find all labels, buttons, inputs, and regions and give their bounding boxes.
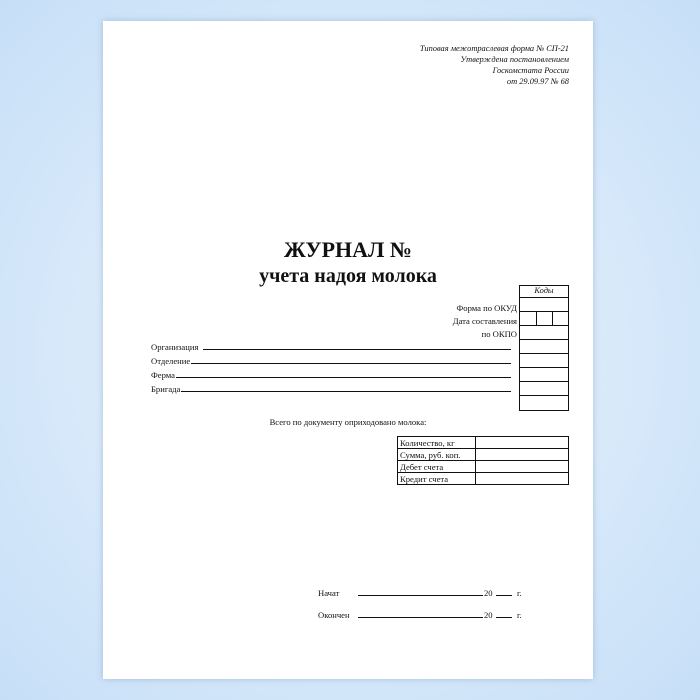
account-label: Количество, кг	[398, 437, 476, 449]
org-field-organization	[151, 341, 511, 352]
codes-divider	[520, 381, 568, 382]
date-cell-divider	[536, 311, 537, 325]
approval-line-1: Типовая межотраслевая форма № СП-21	[419, 44, 569, 53]
fill-line	[358, 617, 483, 618]
org-field-label: Ферма	[151, 370, 175, 380]
fill-line	[358, 595, 483, 596]
date-cell-divider	[552, 311, 553, 325]
codes-box	[519, 285, 569, 411]
codes-divider	[520, 297, 568, 298]
finished-label: Окончен	[318, 610, 350, 620]
codes-divider	[520, 395, 568, 396]
year-prefix: 20	[484, 588, 493, 598]
codes-header: Коды	[534, 286, 554, 295]
account-label: Дебет счета	[398, 461, 476, 473]
org-field-farm	[151, 369, 511, 380]
account-label: Сумма, руб. коп.	[398, 449, 476, 461]
codes-divider	[520, 367, 568, 368]
table-row	[398, 449, 569, 461]
table-row	[398, 437, 569, 449]
fill-line	[191, 355, 511, 364]
journal-title: ЖУРНАЛ №	[283, 237, 413, 262]
started-label: Начат	[318, 588, 340, 598]
fill-line	[181, 383, 511, 392]
account-value-cell	[476, 437, 569, 449]
fill-line	[176, 369, 511, 378]
org-field-label: Бригада	[151, 384, 181, 394]
approval-line-2: Утверждена постановлением	[460, 55, 569, 64]
codes-divider	[520, 325, 568, 326]
total-label: Всего по документу оприходовано молока:	[269, 417, 427, 427]
org-field-label: Организация	[151, 342, 199, 352]
org-field-department	[151, 355, 511, 366]
okpo-label: по ОКПО	[481, 329, 517, 339]
year-suffix: г.	[517, 588, 522, 598]
okud-label: Форма по ОКУД	[456, 303, 517, 313]
form-approval-block	[420, 43, 569, 87]
finished-line	[318, 608, 523, 620]
codes-divider	[520, 311, 568, 312]
account-value-cell	[476, 449, 569, 461]
fill-line	[496, 595, 512, 596]
started-line	[318, 586, 523, 598]
account-value-cell	[476, 461, 569, 473]
account-value-cell	[476, 473, 569, 485]
year-suffix: г.	[517, 610, 522, 620]
approval-line-3: Госкомстата России	[492, 66, 569, 75]
org-field-brigade	[151, 383, 511, 394]
org-field-label: Отделение	[151, 356, 191, 366]
year-prefix: 20	[484, 610, 493, 620]
approval-line-4: от 29.09.97 № 68	[506, 77, 569, 86]
account-label: Кредит счета	[398, 473, 476, 485]
fill-line	[203, 341, 511, 350]
journal-subtitle: учета надоя молока	[259, 265, 437, 287]
journal-cover-page	[103, 21, 593, 679]
accounts-table	[397, 436, 569, 485]
table-row	[398, 473, 569, 485]
date-label: Дата составления	[452, 316, 517, 326]
fill-line	[496, 617, 512, 618]
codes-divider	[520, 339, 568, 340]
codes-divider	[520, 353, 568, 354]
table-row	[398, 461, 569, 473]
